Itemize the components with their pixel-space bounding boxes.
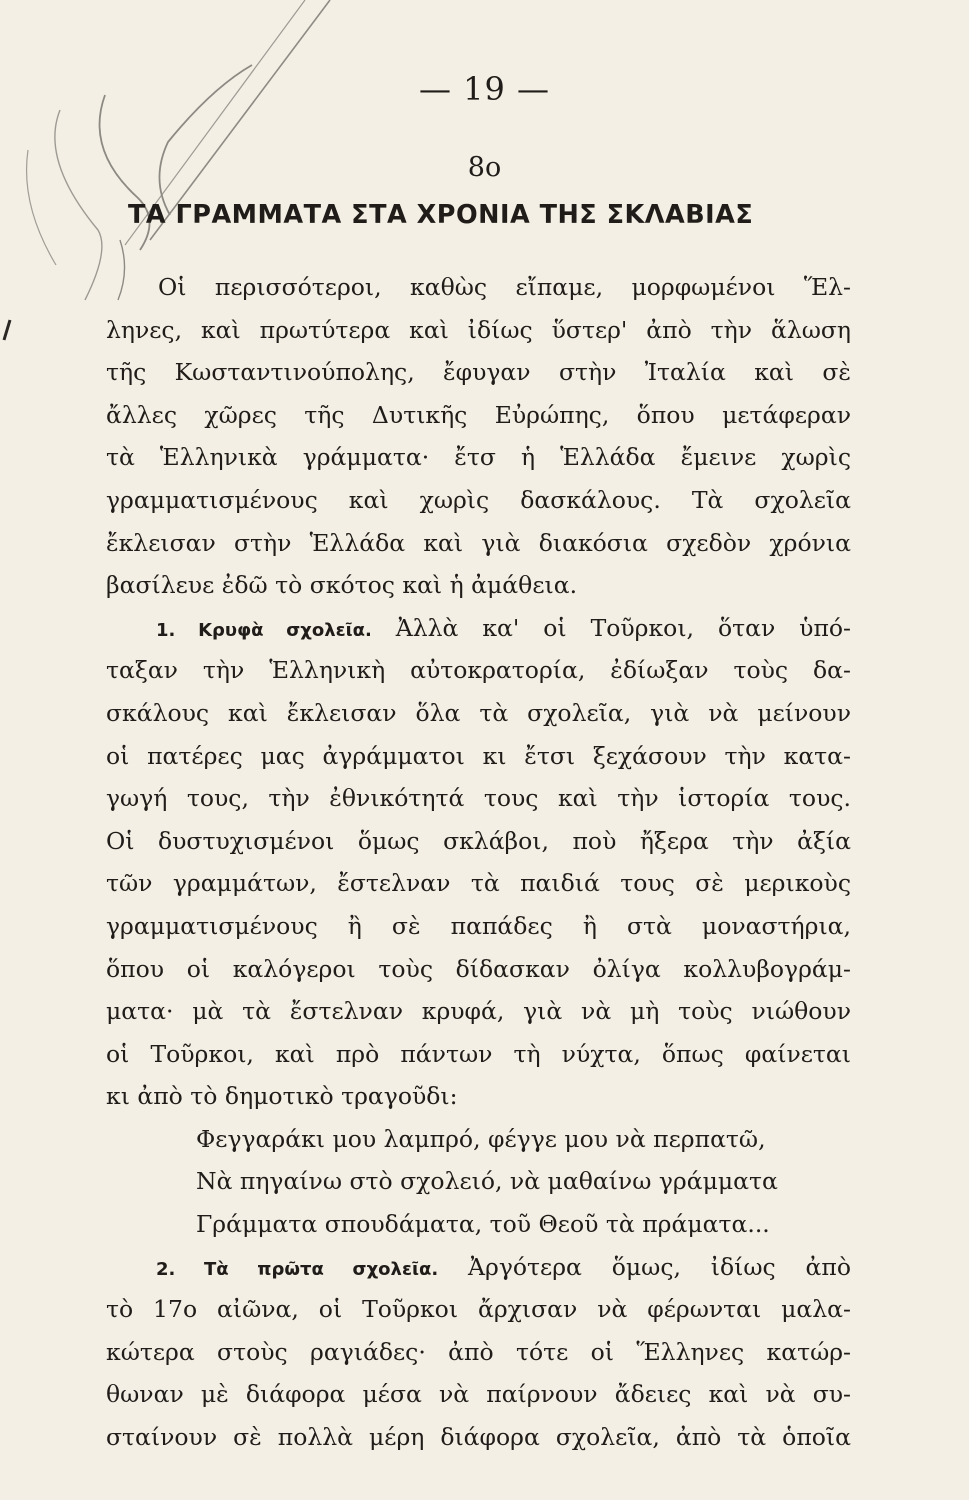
verse-line: Νὰ πηγαίνω στὸ σχολειό, νὰ μαθαίνω γράμματα bbox=[196, 1167, 778, 1196]
text-line: τὸ 17ο αἰῶνα, οἱ Τοῦρκοι ἄρχισαν νὰ φέρωνται μαλα- bbox=[106, 1295, 851, 1324]
text-line: Οἱ δυστυχισμένοι ὅμως σκλάβοι, ποὺ ἤξερα τὴν ἀξία bbox=[106, 826, 851, 855]
text-line: Οἱ περισσότεροι, καθὼς εἴπαμε, μορφωμένοι Ἕλ- bbox=[158, 273, 851, 301]
verse-line: Γράμματα σπουδάματα, τοῦ Θεοῦ τὰ πράματα... bbox=[196, 1210, 770, 1239]
text-line: σταίνουν σὲ πολλὰ μέρη διάφορα σχολεῖα, ἀπὸ τὰ ὁποῖα bbox=[106, 1423, 851, 1452]
section-2-heading: 2. Τὰ πρῶτα σχολεῖα. bbox=[156, 1258, 439, 1280]
text-line: ματα· μὰ τὰ ἔστελναν κρυφά, γιὰ νὰ μὴ τοὺς νιώθουν bbox=[106, 997, 851, 1026]
text-line: ὅπου οἱ καλόγεροι τοὺς δίδασκαν ὀλίγα κολλυβογράμ- bbox=[106, 954, 851, 983]
text-line: οἱ πατέρες μας ἀγράμματοι κι ἔτσι ξεχάσουν τὴν κατα- bbox=[106, 741, 851, 770]
section-1-first-text: Ἀλλὰ κα' οἱ Τοῦρκοι, ὅταν ὑπό- bbox=[395, 613, 851, 642]
text-line: βασίλευε ἐδῶ τὸ σκότος καὶ ἡ ἀμάθεια. bbox=[106, 571, 578, 600]
section-2-first-line bbox=[106, 1246, 851, 1289]
text-line: γωγή τους, τὴν ἐθνικότητά τους καὶ τὴν ἱστορία τους. bbox=[106, 784, 851, 813]
section-1-heading: 1. Κρυφὰ σχολεῖα. bbox=[156, 619, 372, 641]
chapter-title: ΤΑ ΓΡΑΜΜΑΤΑ ΣΤΑ ΧΡΟΝΙΑ ΤΗΣ ΣΚΛΑΒΙΑΣ bbox=[128, 200, 754, 230]
text-line: ἄλλες χῶρες τῆς Δυτικῆς Εὐρώπης, ὅπου μετάφεραν bbox=[106, 400, 851, 429]
chapter-number: 8ο bbox=[467, 152, 502, 183]
section-2-first-text: Ἀργότερα ὅμως, ἰδίως ἀπὸ bbox=[468, 1252, 851, 1281]
text-line: τὰ Ἑλληνικὰ γράμματα· ἔτσ ἡ Ἑλλάδα ἔμεινε χωρὶς bbox=[106, 443, 851, 472]
verse-line: Φεγγαράκι μου λαμπρό, φέγγε μου νὰ περπατῶ, bbox=[196, 1124, 766, 1153]
text-line: ταξαν τὴν Ἑλληνικὴ αὐτοκρατορία, ἐδίωξαν τοὺς δα- bbox=[106, 656, 851, 685]
text-line: σκάλους καὶ ἔκλεισαν ὅλα τὰ σχολεῖα, γιὰ νὰ μείνουν bbox=[106, 698, 851, 727]
page-number: — 19 — bbox=[418, 70, 551, 108]
text-line: οἱ Τοῦρκοι, καὶ πρὸ πάντων τὴ νύχτα, ὅπως φαίνεται bbox=[106, 1039, 851, 1068]
body-text bbox=[106, 266, 851, 1459]
text-line: γραμματισμένους καὶ χωρὶς δασκάλους. Τὰ σχολεῖα bbox=[106, 485, 851, 514]
text-line: κώτερα στοὺς ραγιάδες· ἀπὸ τότε οἱ Ἕλληνες κατώρ- bbox=[106, 1337, 851, 1366]
text-line: ἔκλεισαν στὴν Ἑλλάδα καὶ γιὰ διακόσια σχεδὸν χρόνια bbox=[106, 528, 851, 557]
text-line: θωναν μὲ διάφορα μέσα νὰ παίρνουν ἄδειες καὶ νὰ συ- bbox=[106, 1380, 851, 1409]
text-line: κι ἀπὸ τὸ δημοτικὸ τραγοῦδι: bbox=[106, 1082, 458, 1111]
section-1-first-line bbox=[106, 607, 851, 650]
text-line: τῆς Κωσταντινούπολης, ἔφυγαν στὴν Ἰταλία καὶ σὲ bbox=[106, 358, 851, 387]
text-line: γραμματισμένους ἢ σὲ παπάδες ἢ στὰ μοναστήρια, bbox=[106, 911, 851, 940]
text-line: τῶν γραμμάτων, ἔστελναν τὰ παιδιά τους σὲ μερικοὺς bbox=[106, 869, 851, 898]
text-line: ληνες, καὶ πρωτύτερα καὶ ἰδίως ὕστερ' ἀπὸ τὴν ἅλωση bbox=[106, 315, 851, 344]
